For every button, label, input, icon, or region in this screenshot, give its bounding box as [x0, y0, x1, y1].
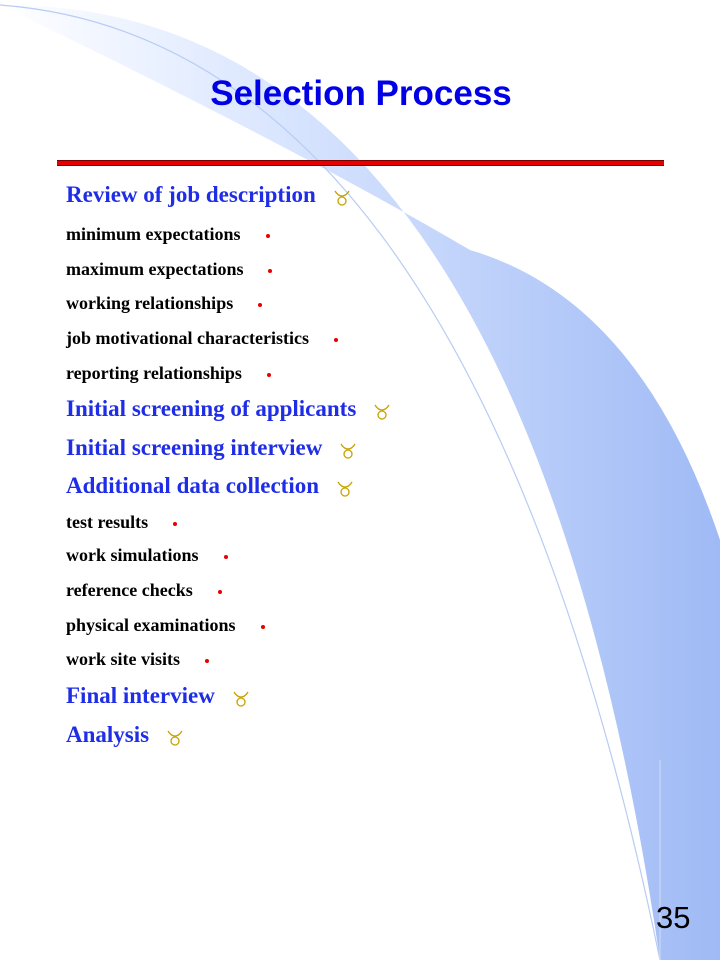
small-red-dot-icon: [267, 373, 271, 377]
small-red-dot-icon: [334, 338, 338, 342]
item-text: Initial screening interview: [66, 435, 323, 460]
list-item: [66, 683, 249, 709]
list-item: [66, 545, 228, 566]
item-text: Initial screening of applicants: [66, 396, 357, 421]
small-red-dot-icon: [258, 303, 262, 307]
title-divider: [57, 160, 664, 166]
item-text: working relationships: [66, 293, 234, 313]
taurus-glyph-icon: [374, 404, 390, 420]
list-item: [66, 363, 271, 384]
small-red-dot-icon: [224, 555, 228, 559]
list-item: [66, 328, 338, 349]
taurus-glyph-icon: [340, 443, 356, 459]
taurus-glyph-icon: [334, 190, 350, 206]
item-text: maximum expectations: [66, 259, 244, 279]
list-item: [66, 615, 265, 636]
item-text: physical examinations: [66, 615, 236, 635]
item-text: reporting relationships: [66, 363, 242, 383]
taurus-glyph-icon: [167, 730, 183, 746]
small-red-dot-icon: [261, 625, 265, 629]
list-item: [66, 512, 177, 533]
item-text: Final interview: [66, 683, 215, 708]
list-item: [66, 649, 209, 670]
item-text: work site visits: [66, 649, 180, 669]
small-red-dot-icon: [268, 269, 272, 273]
item-text: Additional data collection: [66, 473, 320, 498]
small-red-dot-icon: [173, 522, 177, 526]
list-item: [66, 722, 183, 748]
item-text: job motivational characteristics: [66, 328, 309, 348]
taurus-glyph-icon: [337, 481, 353, 497]
list-item: [66, 580, 222, 601]
list-item: [66, 224, 270, 245]
list-item: [66, 182, 350, 208]
list-item: [66, 259, 272, 280]
list-item: [66, 396, 390, 422]
item-text: Review of job description: [66, 182, 316, 207]
small-red-dot-icon: [266, 234, 270, 238]
list-item: [66, 435, 356, 461]
taurus-glyph-icon: [233, 691, 249, 707]
item-text: reference checks: [66, 580, 193, 600]
item-text: test results: [66, 512, 149, 532]
item-text: work simulations: [66, 545, 199, 565]
item-text: Analysis: [66, 722, 150, 747]
list-item: [66, 293, 262, 314]
small-red-dot-icon: [218, 590, 222, 594]
slide-title: Selection Process: [210, 74, 512, 113]
list-item: [66, 473, 353, 499]
small-red-dot-icon: [205, 659, 209, 663]
item-text: minimum expectations: [66, 224, 241, 244]
page-number: 35: [656, 900, 691, 935]
